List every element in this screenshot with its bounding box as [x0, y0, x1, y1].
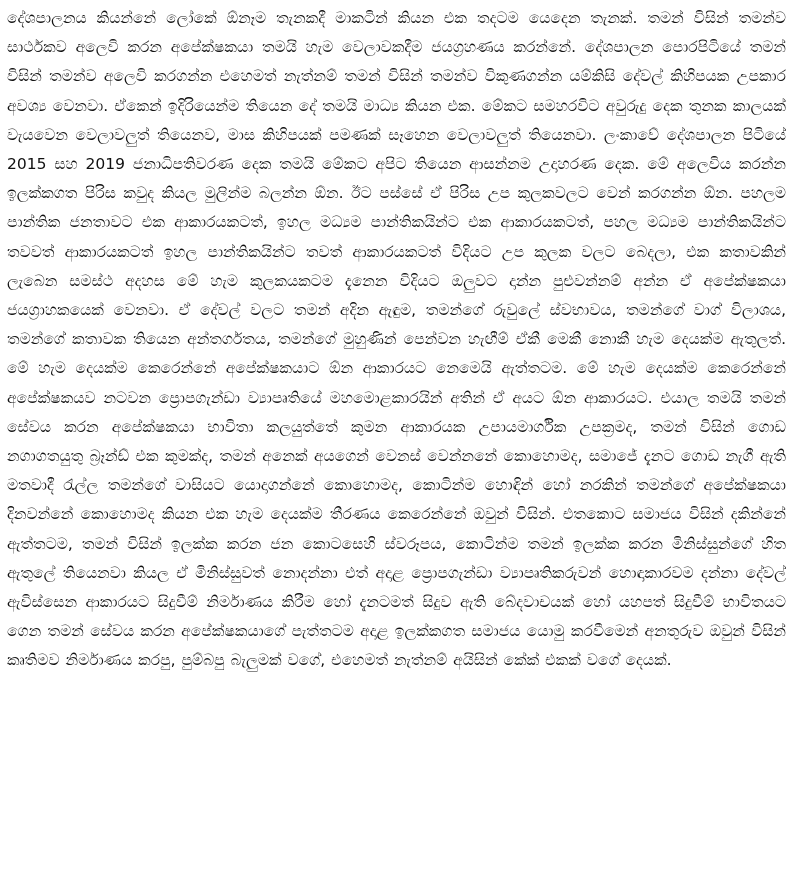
document-page	[7, 0, 786, 885]
body-paragraph: දේශපාලනය කියන්නේ ලෝකේ ඕනෑම තැනකදී මාකටින් කියන එක තදටම යෙදෙන තැනක්. තමන් විසින් තමන්ව සාර්ථකව අලෙවි කරන අපේක්ෂකයා තමයි හැම වෙලාවකදීම ජයග්‍රහණය කරන්නේ. දේශපාලන පොරපිටියේ තමන් විසින් තමන්ව අලෙවි කරගන්න එහෙමත් නැත්නම් තමන් විසින් තමන්ව විකුණගන්න යම්කිසි දේවල් කිහිපයක උපකාර අවශ්‍ය වෙනවා. ඒකෙන් ඉදිරියෙන්ම තියෙන දේ තමයි මාධ්‍ය කියන එක. මේකට සමහරවිට අවුරුදු දෙක තුනක කාලයක් වැයවෙන වෙලාවලුත් තියෙනව, මාස කිහිපයක් පමණක් සෑහෙන වෙලාවලුත් තියෙනවා. ලංකාවේ දේශපාලන පිටියේ 2015 සහ 2019 ජනාධිපතිවරණ දෙක තමයි මේකට අපිට තියෙන ආසන්නම උදාහරණ දෙක. මේ අලෙවිය කරන්න ඉලක්කගත පිරිස කවුද කියල මුලින්ම බලන්න ඕන. ඊට පස්සේ ඒ පිරිස උප කුලකවලට වෙන් කරගන්න ඕන. පහලම පාන්තික ජනතාවට එක ආකාරයකටත්, ඉහල මධ්‍යම පාන්තිකයින්ට එක ආකාරයකටත්, පහල මධ්‍යම පාන්තිකයින්ට තවවත් ආකාරයකටත් ඉහල පාන්තිකයින්ට තවත් ආකාරයකටත් විදියට උප කුලක වලට බෙදලා, එක කතාවකින් ලැබෙන සමස්ථ අදහස මේ හැම කුලකයකටම දැනෙන විදියට ඔලුවට දාන්න පුළුවන්නම් අන්න ඒ අපේක්ෂකයා ජයග්‍රාහකයෙක් වෙනවා. ඒ දේවල් වලට තමන් අදින ඇඳුම, තමන්ගේ රුවුලේ ස්වභාවය, තමන්ගේ වාග් විලාශය, තමන්ගේ කතාවක තියෙන අන්තර්ගතය, තමන්ගේ මුහුණින් පෙන්වන හැඟීම් ඒකී මෙකී නොකී හැම දෙයක්ම ඇතුලත්. මේ හැම දෙයක්ම කෙරෙන්නේ අපේක්ෂකයාට ඕන ආකාරයට නෙමෙයි ඇත්තටම. මේ හැම දෙයක්ම කෙරෙන්නේ අපේක්ෂකයව නටවන ප්‍රොපගැන්ඩා ව්‍යාපෘතියේ මහමොළකාරයින් අතින් ඒ අයට ඕන ආකාරයට. එයාල තමයි තමන් සේවය කරන අපේක්ෂකයා භාවිතා කලයුත්තේ කුමන ආකාරයක උපායමාර්ගික උපක්‍රමද, තමන් විසින් ගොඩ නගාගතයුතු බ්‍රෑන්ඩ් එක කුමක්ද, තමන් අනෙක් අයගෙන් වෙනස් වෙන්නනේ කොහොමද, සමාජේ දැනට ගොඩ නැගී ඇති මතවාදී රැල්ල තමන්ගේ වාසියට යොදාගන්නේ කොහොමද, කොටින්ම හොඳින් හෝ නරකින් තමන්ගේ අපේක්ෂකයා දිනවන්නේ කොහොමද කියන එක හැම දෙයක්ම තීරණය කෙරෙන්නේ ඔවුන් විසින්. එතකොට සමාජය විසින් දකින්නේ ඇත්තටම, තමන් විසින් ඉලක්ක කරන ජන කොටසෙහි ස්වරූපය, කොටින්ම තමන් ඉලක්ක කරන මිනිස්සුන්ගේ හිත ඇතුලේ තියෙනවා කියල ඒ මිනිස්සුවත් නොදන්නා එත් අදාළ ප්‍රොපගැන්ඩා ව්‍යාපෘතිකරුවන් හොඳාකාරවම දන්නා දේවල් ඇවිස්සෙන ආකාරයට සිදුවීම් නිර්මාණය කිරීම හෝ දැනටමත් සිදුව ඇති බේදවාචයක් හෝ යහපත් සිදුවීම් භාවිතයට ගෙන තමන් සේවය කරන අපේක්ෂකයාගේ පැත්තටම අදාළ ඉලක්කගත සමාජය යොමු කරවීමෙන් අනතුරුව ඔවුන් විසින් කෘතිමව නිර්මාණය කරපු, පුම්බපු බැලුමක් වගේ, එහෙමත් නැත්නම් අයිසින් කේක් එකක් වගේ දෙයක්.	[7, 9, 786, 670]
